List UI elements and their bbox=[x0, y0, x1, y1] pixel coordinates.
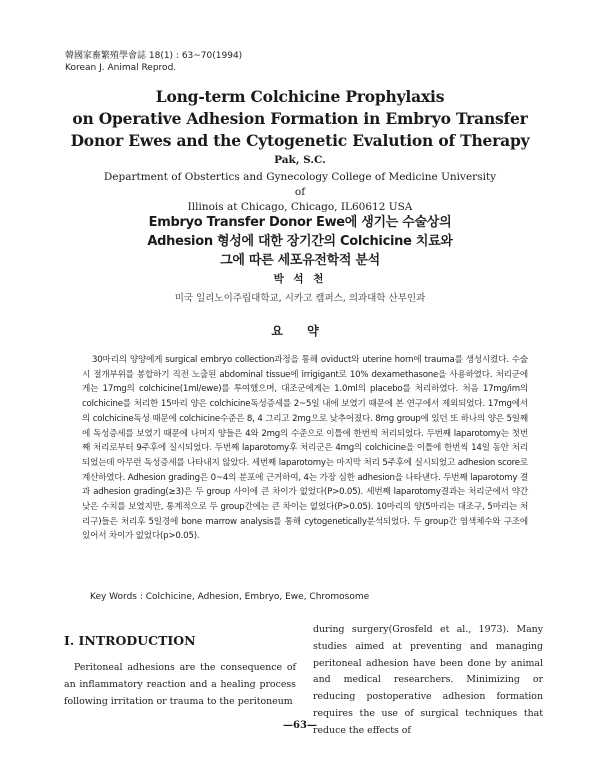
author-name: Pak, S.C. bbox=[274, 154, 326, 166]
paper-title bbox=[60, 86, 540, 152]
journal-korean-line: 韓國家畜繁殖學會誌 18(1) : 63~70(1994) bbox=[65, 51, 243, 61]
abstract-body: 30마리의 양양에게 surgical embryo collection과정을 통해 oviduct와 uterine horn에 trauma를 생성시켰다. 수술시 절개부위를 봉합하기 직전 노출된 abdominal tissue에 irrigigant로 10% dexamethasone을 사용하였다. 처리군에게는 17mg의 colchicine(1ml/ewe)를 투여했으며, 대조군에게는 1.0ml의 placebo를 처리하였다. 처음 17mg/im의 colchicine를 처리한 15마리 양은 colchicine독성증세를 2~5일 내에 보였기 때문에 본 연구에서 제외되었다. 17mg에서의 colchicine독성 때문에 colchicine수준은 8, 4 그리고 2mg으로 낮추어졌다. 8mg group에 있던 또 하나의 양은 5일째에 독성증세를 보였기 때문에 나머지 양들은 4와 2mg의 수준으로 이틀에 한번씩 처리되었다. 두번째 laparotomy는 첫번째 처리로부터 9주후에 실시되었다. 두번째 laparotomy후 처리군은 4mg의 colchicine을 이틀에 한번씩 14일 동안 처리되었는데 아무런 독성증세를 나타내지 않았다. 세번째 laparotomy는 마지막 처리 5주후에 실시되었고 adhesion score로 계산하였다. Adhesion grading은 0~4의 분포에 근거하여, 4는 가장 심한 adhesion을 나타낸다. 두번째 laparotomy 결과 adhesion grading(≥3)은 두 group 사이에 큰 차이가 없었다(P>0.05). 세번째 laparotomy결과는 처리군에서 약간 낮은 수치를 보였지만, 통계적으로 두 group간에는 큰 차이는 없었다(P>0.05). 10마리의 양(5마리는 대조구, 5마리는 처리구)들은 처리후 5일경에 bone marrow analysis를 통해 cytogenetically분석되었다. 두 group간 염색체수와 구조에 있어서 차이가 없었다(p>0.05). bbox=[82, 355, 528, 542]
korean-author-name: 박 석 천 bbox=[273, 273, 327, 285]
introduction-right-column: during surgery(Grosfeld et al., 1973). Many studies aimed at preventing and managing peritoneal adhesion have been done by animal and medical researchers. Minimizing or reducing postoperative adhesion formation requires the use of surgical techniques that reduce the effects of bbox=[313, 624, 543, 736]
introduction-heading: Ⅰ. INTRODUCTION bbox=[64, 633, 196, 648]
affiliation-line-2: Illinois at Chicago, Chicago, IL60612 USA bbox=[187, 201, 413, 213]
title-line-3: Donor Ewes and the Cytogenetic Evalution of Therapy bbox=[70, 131, 530, 150]
korean-title-line-2: Adhesion 형성에 대한 장기간의 Colchicine 치료와 bbox=[147, 234, 453, 249]
korean-title bbox=[60, 213, 540, 270]
korean-title-line-3: 그에 따른 세포유전학적 분석 bbox=[220, 253, 380, 268]
journal-english-line: Korean J. Animal Reprod. bbox=[65, 63, 177, 73]
affiliation-line-1: Department of Obstertics and Gynecology College of Medicine University of bbox=[103, 171, 497, 198]
keywords: Key Words : Colchicine, Adhesion, Embryo, Ewe, Chromosome bbox=[90, 592, 370, 602]
title-line-2: on Operative Adhesion Formation in Embryo Transfer bbox=[72, 109, 528, 128]
page-number: —63— bbox=[283, 720, 317, 731]
title-line-1: Long-term Colchicine Prophylaxis bbox=[155, 87, 445, 106]
korean-affiliation: 미국 일리노이주립대학교, 시카고 캠퍼스, 의과대학 산부인과 bbox=[174, 293, 426, 304]
journal-citation bbox=[65, 50, 242, 74]
abstract-heading: 요 약 bbox=[271, 324, 329, 338]
author-affiliation bbox=[100, 170, 500, 215]
introduction-left-column: Peritoneal adhesions are the consequence of an inflammatory reaction and a healing process following irritation or trauma to the peritoneum bbox=[64, 662, 296, 707]
korean-title-line-1: Embryo Transfer Donor Ewe에 생기는 수술상의 bbox=[148, 215, 452, 230]
